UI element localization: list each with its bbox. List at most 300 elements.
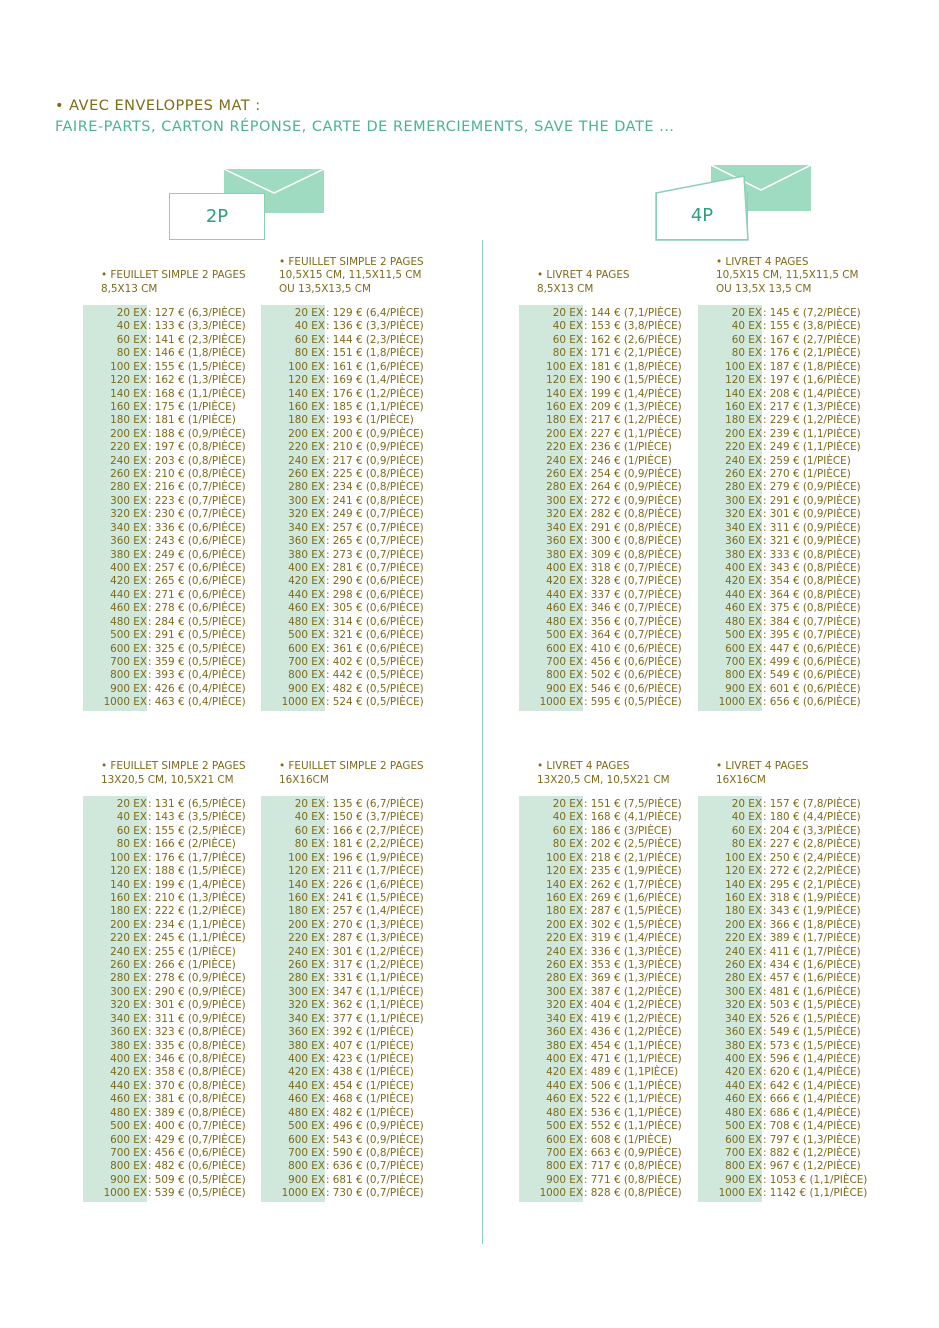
- quantity-label: 20 EX: [294, 798, 325, 810]
- price-value: : 463 € (0,4/PIÈCE): [148, 696, 246, 709]
- price-value: : 967 € (1,2/PIÈCE): [763, 1160, 861, 1173]
- price-value: : 235 € (1,9/PIÈCE): [584, 865, 682, 878]
- quantity-label: 460 EX: [725, 1093, 762, 1106]
- quantity-label: 420 EX: [110, 1066, 147, 1079]
- quantity-label: 1000 EX: [281, 696, 325, 709]
- quantity-label: 20 EX: [294, 307, 325, 319]
- price-row: [519, 549, 699, 562]
- quantity-label: 360 EX: [110, 535, 147, 548]
- quantity-label: 120 EX: [725, 865, 762, 878]
- price-row: [519, 1013, 699, 1026]
- price-row: [698, 669, 878, 682]
- price-row: [83, 879, 263, 892]
- price-row: [698, 798, 878, 811]
- price-value: : 620 € (1,4/PIÈCE): [763, 1066, 861, 1079]
- price-row: [698, 1107, 878, 1120]
- quantity-label: 1000 EX: [539, 696, 583, 709]
- price-row: [261, 838, 441, 851]
- price-value: : 295 € (2,1/PIÈCE): [763, 878, 861, 891]
- price-value: : 318 € (1,9/PIÈCE): [763, 891, 861, 904]
- quantity-label: 100 EX: [288, 851, 325, 864]
- quantity-label: 160 EX: [546, 891, 583, 904]
- quantity-label: 380 EX: [546, 1039, 583, 1052]
- price-value: : 549 € (0,6/PIÈCE): [763, 669, 861, 682]
- price-row: [519, 825, 699, 838]
- price-value: : 302 € (1,5/PIÈCE): [584, 918, 682, 931]
- quantity-label: 320 EX: [546, 508, 583, 521]
- table-title-line: • LIVRET 4 PAGES: [537, 269, 630, 282]
- price-value: : 539 € (0,5/PIÈCE): [148, 1187, 246, 1200]
- price-value: : 482 € (1/PIÈCE): [326, 1106, 414, 1119]
- price-rows: [261, 798, 441, 1201]
- quantity-label: 400 EX: [725, 1053, 762, 1066]
- price-row: [261, 428, 441, 441]
- price-row: [519, 852, 699, 865]
- price-row: [698, 959, 878, 972]
- price-row: [83, 549, 263, 562]
- price-row: [519, 455, 699, 468]
- price-value: : 481 € (1,6/PIÈCE): [763, 985, 861, 998]
- price-row: [698, 388, 878, 401]
- quantity-label: 900 EX: [110, 1173, 147, 1186]
- price-value: : 210 € (0,9/PIÈCE): [326, 441, 424, 454]
- price-row: [261, 388, 441, 401]
- price-value: : 319 € (1,4/PIÈCE): [584, 932, 682, 945]
- price-row: [261, 798, 441, 811]
- quantity-label: 140 EX: [546, 387, 583, 400]
- quantity-label: 300 EX: [110, 494, 147, 507]
- price-value: : 249 € (0,6/PIÈCE): [148, 548, 246, 561]
- quantity-label: 100 EX: [110, 851, 147, 864]
- price-row: [519, 1066, 699, 1079]
- price-value: : 259 € (1/PIÈCE): [763, 454, 851, 467]
- quantity-label: 100 EX: [546, 360, 583, 373]
- price-row: [261, 549, 441, 562]
- price-row: [698, 919, 878, 932]
- price-value: : 161 € (1,6/PIÈCE): [326, 360, 424, 373]
- price-value: : 282 € (0,8/PIÈCE): [584, 508, 682, 521]
- quantity-label: 400 EX: [288, 562, 325, 575]
- price-row: [83, 1174, 263, 1187]
- quantity-label: 340 EX: [725, 1012, 762, 1025]
- table-title-line: • LIVRET 4 PAGES: [537, 760, 630, 773]
- price-row: [519, 1040, 699, 1053]
- price-value: : 254 € (0,9/PIÈCE): [584, 468, 682, 481]
- quantity-label: 240 EX: [288, 454, 325, 467]
- quantity-label: 160 EX: [725, 891, 762, 904]
- price-value: : 456 € (0,6/PIÈCE): [584, 655, 682, 668]
- quantity-label: 400 EX: [725, 562, 762, 575]
- price-row: [698, 946, 878, 959]
- price-row: [698, 522, 878, 535]
- quantity-label: 240 EX: [546, 945, 583, 958]
- price-row: [519, 1174, 699, 1187]
- price-row: [519, 1120, 699, 1133]
- quantity-label: 120 EX: [110, 865, 147, 878]
- price-row: [261, 1147, 441, 1160]
- price-row: [519, 374, 699, 387]
- price-value: : 343 € (1,9/PIÈCE): [763, 905, 861, 918]
- price-row: [261, 575, 441, 588]
- price-row: [519, 575, 699, 588]
- price-value: : 882 € (1,2/PIÈCE): [763, 1146, 861, 1159]
- quantity-label: 440 EX: [288, 1079, 325, 1092]
- price-value: : 601 € (0,6/PIÈCE): [763, 682, 861, 695]
- price-value: : 301 € (0,9/PIÈCE): [763, 508, 861, 521]
- price-value: : 181 € (2,2/PIÈCE): [326, 838, 424, 851]
- price-value: : 300 € (0,8/PIÈCE): [584, 535, 682, 548]
- price-value: : 135 € (6,7/PIÈCE): [326, 798, 424, 810]
- price-row: [261, 1107, 441, 1120]
- quantity-label: 120 EX: [546, 374, 583, 387]
- quantity-label: 440 EX: [546, 588, 583, 601]
- price-value: : 210 € (0,8/PIÈCE): [148, 468, 246, 481]
- quantity-label: 40 EX: [731, 811, 762, 824]
- price-value: : 771 € (0,8/PIÈCE): [584, 1173, 682, 1186]
- quantity-label: 460 EX: [546, 1093, 583, 1106]
- quantity-label: 60 EX: [731, 333, 762, 346]
- price-row: [83, 334, 263, 347]
- price-row: [519, 522, 699, 535]
- quantity-label: 500 EX: [725, 629, 762, 642]
- price-row: [83, 374, 263, 387]
- quantity-label: 440 EX: [546, 1079, 583, 1092]
- price-value: : 290 € (0,6/PIÈCE): [326, 575, 424, 588]
- price-value: : 241 € (0,8/PIÈCE): [326, 494, 424, 507]
- price-value: : 328 € (0,7/PIÈCE): [584, 575, 682, 588]
- price-value: : 384 € (0,7/PIÈCE): [763, 615, 861, 628]
- price-value: : 144 € (7,1/PIÈCE): [584, 307, 682, 319]
- price-row: [261, 401, 441, 414]
- quantity-label: 260 EX: [288, 468, 325, 481]
- price-row: [261, 825, 441, 838]
- quantity-label: 340 EX: [288, 521, 325, 534]
- price-value: : 499 € (0,6/PIÈCE): [763, 655, 861, 668]
- table-title: [101, 760, 246, 787]
- price-value: : 291 € (0,9/PIÈCE): [763, 494, 861, 507]
- quantity-label: 460 EX: [110, 602, 147, 615]
- price-value: : 1142 € (1,1/PIÈCE): [763, 1187, 868, 1200]
- price-row: [83, 825, 263, 838]
- price-row: [519, 879, 699, 892]
- quantity-label: 420 EX: [288, 575, 325, 588]
- price-value: : 336 € (1,3/PIÈCE): [584, 945, 682, 958]
- price-row: [83, 388, 263, 401]
- price-value: : 186 € (3/PIÈCE): [584, 824, 672, 837]
- price-row: [261, 932, 441, 945]
- price-row: [698, 320, 878, 333]
- quantity-label: 180 EX: [288, 905, 325, 918]
- quantity-label: 260 EX: [110, 468, 147, 481]
- price-row: [698, 1174, 878, 1187]
- price-row: [519, 959, 699, 972]
- price-value: : 522 € (1,1/PIÈCE): [584, 1093, 682, 1106]
- price-value: : 279 € (0,9/PIÈCE): [763, 481, 861, 494]
- price-value: : 456 € (0,6/PIÈCE): [148, 1146, 246, 1159]
- price-value: : 143 € (3,5/PIÈCE): [148, 811, 246, 824]
- quantity-label: 40 EX: [731, 320, 762, 333]
- price-value: : 265 € (0,6/PIÈCE): [148, 575, 246, 588]
- quantity-label: 500 EX: [546, 629, 583, 642]
- quantity-label: 280 EX: [110, 481, 147, 494]
- quantity-label: 440 EX: [725, 588, 762, 601]
- price-value: : 305 € (0,6/PIÈCE): [326, 602, 424, 615]
- price-row: [698, 972, 878, 985]
- quantity-label: 420 EX: [110, 575, 147, 588]
- quantity-label: 460 EX: [288, 602, 325, 615]
- price-row: [83, 575, 263, 588]
- price-value: : 411 € (1,7/PIÈCE): [763, 945, 861, 958]
- quantity-label: 160 EX: [546, 400, 583, 413]
- quantity-label: 360 EX: [546, 1026, 583, 1039]
- price-value: : 136 € (3,3/PIÈCE): [326, 320, 424, 333]
- price-value: : 197 € (1,6/PIÈCE): [763, 374, 861, 387]
- price-row: [83, 1134, 263, 1147]
- price-row: [698, 549, 878, 562]
- price-value: : 257 € (1,4/PIÈCE): [326, 905, 424, 918]
- quantity-label: 200 EX: [110, 427, 147, 440]
- quantity-label: 260 EX: [546, 959, 583, 972]
- quantity-label: 480 EX: [288, 1106, 325, 1119]
- quantity-label: 400 EX: [546, 562, 583, 575]
- quantity-label: 440 EX: [725, 1079, 762, 1092]
- price-row: [261, 656, 441, 669]
- price-row: [519, 401, 699, 414]
- quantity-label: 160 EX: [110, 891, 147, 904]
- price-value: : 364 € (0,8/PIÈCE): [763, 588, 861, 601]
- price-value: : 249 € (1,1/PIÈCE): [763, 441, 861, 454]
- price-row: [698, 1187, 878, 1200]
- price-row: [261, 508, 441, 521]
- price-row: [698, 1147, 878, 1160]
- price-value: : 321 € (0,9/PIÈCE): [763, 535, 861, 548]
- table-title-line: • LIVRET 4 PAGES: [716, 760, 809, 773]
- quantity-label: 320 EX: [110, 508, 147, 521]
- price-value: : 266 € (1/PIÈCE): [148, 959, 236, 972]
- price-row: [83, 932, 263, 945]
- quantity-label: 360 EX: [288, 1026, 325, 1039]
- price-row: [519, 602, 699, 615]
- price-row: [698, 414, 878, 427]
- quantity-label: 800 EX: [546, 669, 583, 682]
- quantity-label: 480 EX: [288, 615, 325, 628]
- price-row: [261, 919, 441, 932]
- quantity-label: 160 EX: [110, 400, 147, 413]
- quantity-label: 40 EX: [294, 320, 325, 333]
- quantity-label: 440 EX: [288, 588, 325, 601]
- quantity-label: 200 EX: [546, 918, 583, 931]
- price-row: [83, 946, 263, 959]
- price-row: [83, 669, 263, 682]
- quantity-label: 220 EX: [546, 441, 583, 454]
- price-row: [698, 986, 878, 999]
- price-value: : 241 € (1,5/PIÈCE): [326, 891, 424, 904]
- price-value: : 146 € (1,8/PIÈCE): [148, 347, 246, 360]
- quantity-label: 260 EX: [725, 959, 762, 972]
- price-value: : 229 € (1,2/PIÈCE): [763, 414, 861, 427]
- quantity-label: 340 EX: [546, 521, 583, 534]
- price-row: [261, 320, 441, 333]
- price-row: [261, 629, 441, 642]
- price-value: : 686 € (1,4/PIÈCE): [763, 1106, 861, 1119]
- quantity-label: 480 EX: [546, 615, 583, 628]
- quantity-label: 120 EX: [546, 865, 583, 878]
- price-row: [698, 361, 878, 374]
- quantity-label: 180 EX: [725, 905, 762, 918]
- price-row: [698, 879, 878, 892]
- quantity-label: 900 EX: [725, 682, 762, 695]
- price-value: : 666 € (1,4/PIÈCE): [763, 1093, 861, 1106]
- quantity-label: 180 EX: [110, 905, 147, 918]
- price-value: : 162 € (1,3/PIÈCE): [148, 374, 246, 387]
- price-value: : 255 € (1/PIÈCE): [148, 945, 236, 958]
- price-value: : 524 € (0,5/PIÈCE): [326, 696, 424, 709]
- price-value: : 436 € (1,2/PIÈCE): [584, 1026, 682, 1039]
- quantity-label: 100 EX: [546, 851, 583, 864]
- quantity-label: 420 EX: [725, 575, 762, 588]
- price-value: : 333 € (0,8/PIÈCE): [763, 548, 861, 561]
- quantity-label: 100 EX: [110, 360, 147, 373]
- price-row: [698, 1093, 878, 1106]
- quantity-label: 600 EX: [725, 642, 762, 655]
- quantity-label: 440 EX: [110, 588, 147, 601]
- price-row: [83, 683, 263, 696]
- price-value: : 199 € (1,4/PIÈCE): [148, 878, 246, 891]
- table-title-line: • FEUILLET SIMPLE 2 PAGES: [101, 269, 246, 282]
- quantity-label: 80 EX: [552, 347, 583, 360]
- quantity-label: 500 EX: [288, 629, 325, 642]
- price-row: [519, 696, 699, 709]
- price-value: : 127 € (6,3/PIÈCE): [148, 307, 246, 319]
- quantity-label: 180 EX: [546, 905, 583, 918]
- quantity-label: 60 EX: [552, 824, 583, 837]
- price-row: [261, 1093, 441, 1106]
- price-row: [261, 669, 441, 682]
- quantity-label: 40 EX: [552, 811, 583, 824]
- quantity-label: 80 EX: [116, 347, 147, 360]
- price-value: : 197 € (0,8/PIÈCE): [148, 441, 246, 454]
- price-value: : 608 € (1/PIÈCE): [584, 1133, 672, 1146]
- price-value: : 153 € (3,8/PIÈCE): [584, 320, 682, 333]
- price-value: : 362 € (1,1/PIÈCE): [326, 999, 424, 1012]
- price-row: [698, 441, 878, 454]
- quantity-label: 320 EX: [288, 999, 325, 1012]
- quantity-label: 340 EX: [546, 1012, 583, 1025]
- quantity-label: 120 EX: [725, 374, 762, 387]
- price-value: : 234 € (1,1/PIÈCE): [148, 918, 246, 931]
- quantity-label: 60 EX: [731, 824, 762, 837]
- price-row: [83, 852, 263, 865]
- quantity-label: 300 EX: [110, 985, 147, 998]
- price-row: [519, 1147, 699, 1160]
- quantity-label: 200 EX: [110, 918, 147, 931]
- price-row: [698, 535, 878, 548]
- quantity-label: 260 EX: [546, 468, 583, 481]
- price-row: [83, 616, 263, 629]
- price-value: : 642 € (1,4/PIÈCE): [763, 1079, 861, 1092]
- table-title: [537, 760, 670, 787]
- price-value: : 301 € (0,9/PIÈCE): [148, 999, 246, 1012]
- quantity-label: 360 EX: [546, 535, 583, 548]
- quantity-label: 380 EX: [288, 548, 325, 561]
- quantity-label: 380 EX: [110, 1039, 147, 1052]
- price-row: [261, 1013, 441, 1026]
- price-value: : 347 € (1,1/PIÈCE): [326, 985, 424, 998]
- price-row: [261, 468, 441, 481]
- quantity-label: 320 EX: [546, 999, 583, 1012]
- price-value: : 243 € (0,6/PIÈCE): [148, 535, 246, 548]
- price-value: : 230 € (0,7/PIÈCE): [148, 508, 246, 521]
- quantity-label: 600 EX: [546, 1133, 583, 1146]
- quantity-label: 120 EX: [288, 374, 325, 387]
- price-row: [519, 683, 699, 696]
- price-row: [698, 905, 878, 918]
- price-value: : 325 € (0,5/PIÈCE): [148, 642, 246, 655]
- price-row: [261, 1120, 441, 1133]
- quantity-label: 220 EX: [110, 441, 147, 454]
- price-value: : 270 € (1/PIÈCE): [763, 468, 851, 481]
- quantity-label: 340 EX: [110, 521, 147, 534]
- table-title-line: 8,5X13 CM: [101, 282, 158, 295]
- quantity-label: 20 EX: [552, 307, 583, 319]
- price-row: [83, 414, 263, 427]
- price-value: : 402 € (0,5/PIÈCE): [326, 655, 424, 668]
- quantity-label: 260 EX: [288, 959, 325, 972]
- price-value: : 187 € (1,8/PIÈCE): [763, 360, 861, 373]
- price-row: [519, 616, 699, 629]
- price-row: [698, 1066, 878, 1079]
- price-row: [519, 798, 699, 811]
- price-value: : 133 € (3,3/PIÈCE): [148, 320, 246, 333]
- price-row: [519, 481, 699, 494]
- quantity-label: 220 EX: [546, 932, 583, 945]
- price-value: : 358 € (0,8/PIÈCE): [148, 1066, 246, 1079]
- price-row: [519, 1107, 699, 1120]
- quantity-label: 480 EX: [110, 1106, 147, 1119]
- section-heading: • AVEC ENVELOPPES MAT :: [55, 98, 261, 114]
- price-row: [698, 481, 878, 494]
- price-row: [698, 811, 878, 824]
- price-row: [83, 838, 263, 851]
- quantity-label: 340 EX: [110, 1012, 147, 1025]
- quantity-label: 280 EX: [288, 481, 325, 494]
- price-row: [519, 892, 699, 905]
- price-row: [698, 1013, 878, 1026]
- price-row: [698, 696, 878, 709]
- price-value: : 217 € (1,3/PIÈCE): [763, 400, 861, 413]
- quantity-label: 80 EX: [116, 838, 147, 851]
- price-value: : 730 € (0,7/PIÈCE): [326, 1187, 424, 1200]
- table-title: [101, 269, 246, 296]
- price-row: [83, 1147, 263, 1160]
- price-row: [519, 441, 699, 454]
- price-value: : 364 € (0,7/PIÈCE): [584, 629, 682, 642]
- price-value: : 353 € (1,3/PIÈCE): [584, 959, 682, 972]
- price-value: : 407 € (1/PIÈCE): [326, 1039, 414, 1052]
- price-row: [261, 865, 441, 878]
- price-value: : 162 € (2,6/PIÈCE): [584, 333, 682, 346]
- price-row: [698, 401, 878, 414]
- quantity-label: 140 EX: [288, 878, 325, 891]
- price-row: [519, 1093, 699, 1106]
- price-row: [261, 1066, 441, 1079]
- quantity-label: 360 EX: [110, 1026, 147, 1039]
- price-value: : 309 € (0,8/PIÈCE): [584, 548, 682, 561]
- price-row: [83, 441, 263, 454]
- price-value: : 225 € (0,8/PIÈCE): [326, 468, 424, 481]
- price-value: : 314 € (0,6/PIÈCE): [326, 615, 424, 628]
- price-row: [83, 522, 263, 535]
